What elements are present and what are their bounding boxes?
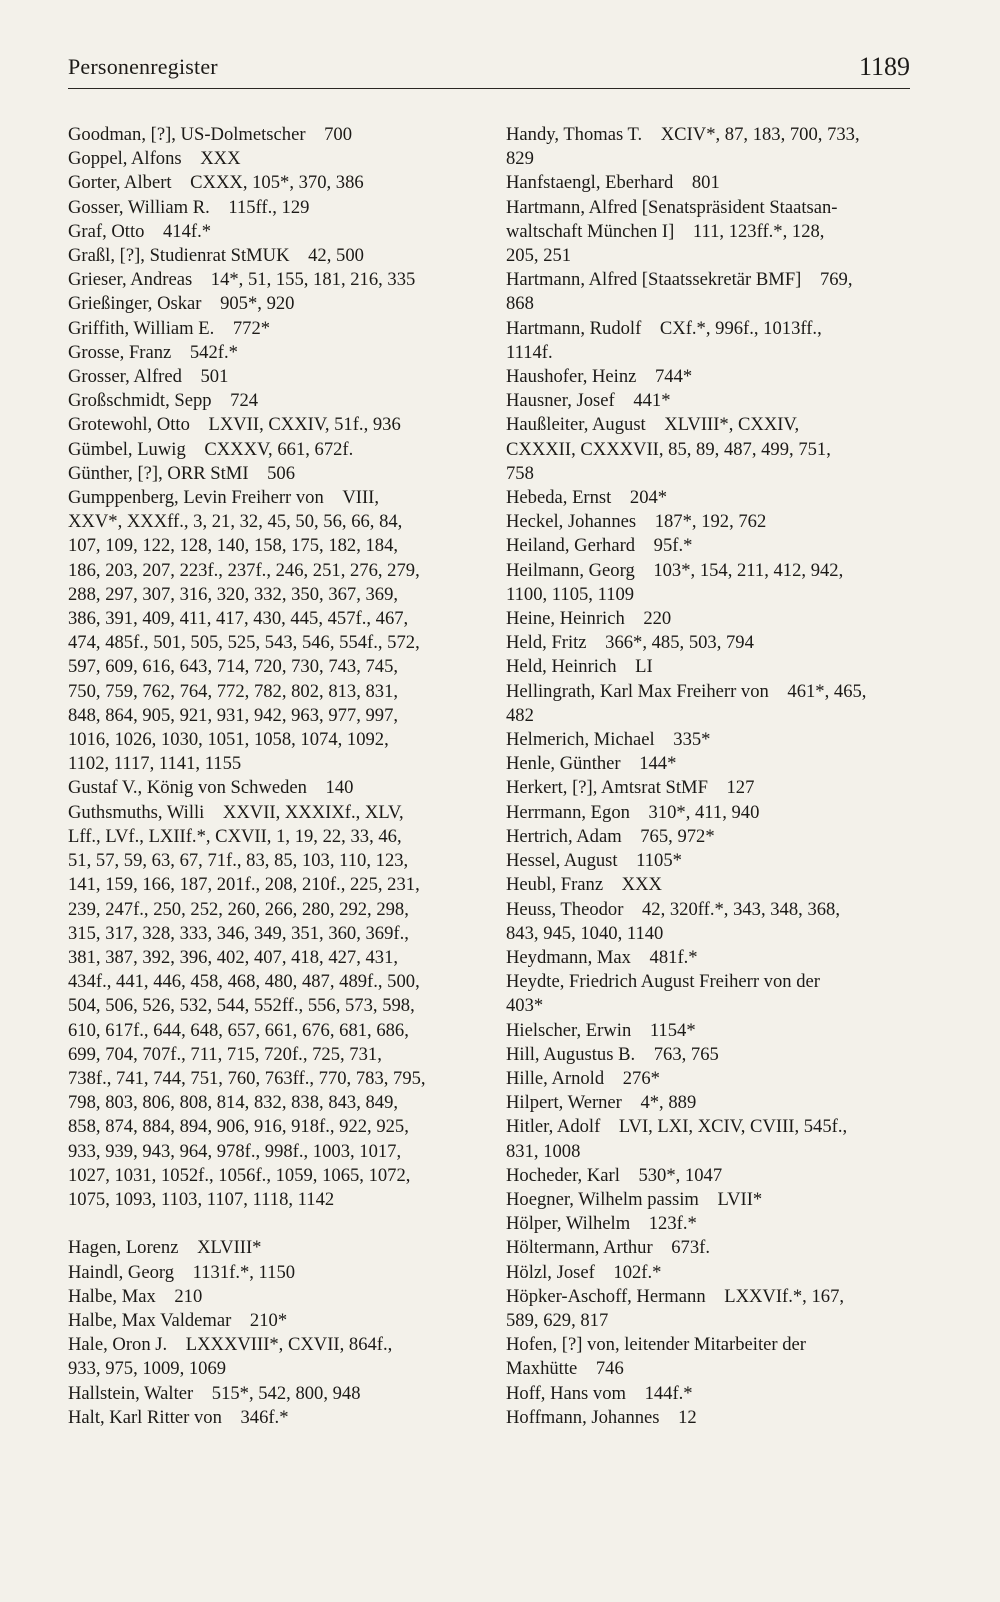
index-entry [68,171,480,195]
index-entry-line: Hille, Arnold 276* [506,1067,660,1089]
index-entry-line: Hitler, Adolf LVI, LXI, XCIV, CVIII, 545f., [506,1116,848,1138]
index-entry-line: Haindl, Georg 1131f.*, 1150 [68,1261,296,1283]
index-entry-line: Hoegner, Wilhelm passim LVII* [506,1188,763,1210]
index-entry-line: Guthsmuths, Willi XXVII, XXXIXf., XLV, [68,801,404,823]
index-entry-line: 1027, 1031, 1052f., 1056f., 1059, 1065, 1072, [68,1164,411,1186]
index-entry-line: Halt, Karl Ritter von 346f.* [68,1406,289,1428]
index-entry-line: 504, 506, 526, 532, 544, 552ff., 556, 573, 598, [68,995,415,1017]
index-entry-line: Haushofer, Heinz 744* [506,366,693,388]
index-entry [506,1406,918,1430]
index-entry-line: Heuss, Theodor 42, 320ff.*, 343, 348, 368, [506,898,840,920]
index-entry [68,147,480,171]
index-entry-line: Hellingrath, Karl Max Freiherr von 461*, 465, [506,680,867,702]
index-entry [68,1309,480,1333]
index-entry-line: 831, 1008 [506,1140,581,1162]
page-number: 1189 [858,52,910,81]
index-entry [506,631,918,655]
index-entry-line: CXXXII, CXXXVII, 85, 89, 487, 499, 751, [506,438,831,460]
index-entry-line: 589, 629, 817 [506,1309,609,1331]
index-entry-line: Grießinger, Oskar 905*, 920 [68,293,295,315]
index-entry-line: Herkert, [?], Amtsrat StMF 127 [506,777,755,799]
index-entry [68,123,480,147]
index-entry-line: Höpker-Aschoff, Hermann LXXVIf.*, 167, [506,1285,845,1307]
index-entry-line: Hebeda, Ernst 204* [506,487,668,509]
index-entry-line: 107, 109, 122, 128, 140, 158, 175, 182, 184, [68,535,399,557]
index-entry-line: 381, 387, 392, 396, 402, 407, 418, 427, 431, [68,946,399,968]
index-entry-line: Hielscher, Erwin 1154* [506,1019,696,1041]
index-entry-line: Hanfstaengl, Eberhard 801 [506,172,720,194]
index-entry-line: Hölzl, Josef 102f.* [506,1261,662,1283]
index-entry [68,1406,480,1430]
index-entry-line: Großschmidt, Sepp 724 [68,390,259,412]
index-entry-line: Hoff, Hans vom 144f.* [506,1382,693,1404]
index-entry-line: 1016, 1026, 1030, 1051, 1058, 1074, 1092, [68,729,389,751]
index-entry-line: Heilmann, Georg 103*, 154, 211, 412, 942, [506,559,844,581]
index-entry [506,123,918,171]
index-entry-line: Heine, Heinrich 220 [506,608,672,630]
index-entry-line: Maxhütte 746 [506,1358,624,1380]
index-entry-line: Höltermann, Arthur 673f. [506,1237,710,1259]
index-entry-line: Helmerich, Michael 335* [506,729,711,751]
index-entry [506,1019,918,1043]
index-entry [68,801,480,1212]
index-entry-line: 434f., 441, 446, 458, 468, 480, 487, 489f., 500, [68,971,420,993]
index-entry-line: Grieser, Andreas 14*, 51, 155, 181, 216, 335 [68,269,416,291]
index-entry [506,849,918,873]
index-entry [68,317,480,341]
index-entry [506,268,918,316]
index-entry-line: Hocheder, Karl 530*, 1047 [506,1164,723,1186]
running-head-title: Personenregister [68,54,218,79]
index-entry [68,776,480,800]
index-entry [506,171,918,195]
index-entry-line: Henle, Günther 144* [506,753,677,775]
index-entry-line: Halbe, Max Valdemar 210* [68,1309,288,1331]
index-entry-line: Grosse, Franz 542f.* [68,341,238,363]
index-entry [506,946,918,970]
index-entry-line: Hessel, August 1105* [506,850,682,872]
index-entry-line: 858, 874, 884, 894, 906, 916, 918f., 922, 925, [68,1116,409,1138]
index-entry [68,1261,480,1285]
index-entry [506,728,918,752]
index-entry [506,1164,918,1188]
index-entry-line: Haußleiter, August XLVIII*, CXXIV, [506,414,800,436]
index-entry-line: 474, 485f., 501, 505, 525, 543, 546, 554f., 572, [68,632,420,654]
index-entry-line: Heydmann, Max 481f.* [506,946,698,968]
index-entry-line: 597, 609, 616, 643, 714, 720, 730, 743, 745, [68,656,399,678]
index-entry-line: 848, 864, 905, 921, 931, 942, 963, 977, 997, [68,704,399,726]
index-entry [506,1382,918,1406]
index-entry [506,365,918,389]
index-entry-line: Held, Heinrich LI [506,656,653,678]
index-entry-line: 1114f. [506,341,553,363]
index-entry-line: Hilpert, Werner 4*, 889 [506,1092,697,1114]
index-entry-line: 315, 317, 328, 333, 346, 349, 351, 360, 369f., [68,922,409,944]
index-entry-line: Griffith, William E. 772* [68,317,271,339]
index-entry-line: 386, 391, 409, 411, 417, 430, 445, 457f., 467, [68,608,409,630]
letter-section-gap [68,1212,480,1236]
index-entry [506,970,918,1018]
index-entry [68,196,480,220]
index-entry-line: Grosser, Alfred 501 [68,366,229,388]
index-entry-line: 403* [506,995,544,1017]
index-entry-line: Hagen, Lorenz XLVIII* [68,1237,262,1259]
index-entry [68,1382,480,1406]
index-entry [506,680,918,728]
index-entry-line: Hartmann, Rudolf CXf.*, 996f., 1013ff., [506,317,822,339]
index-entry-line: Hale, Oron J. LXXXVIII*, CXVII, 864f., [68,1334,393,1356]
index-entry [68,292,480,316]
index-entry-line: Heydte, Friedrich August Freiherr von der [506,971,820,993]
index-entry-line: 829 [506,148,534,170]
index-entry [506,389,918,413]
index-entry-line: 843, 945, 1040, 1140 [506,922,664,944]
index-entry [506,1261,918,1285]
index-entry-line: Gustaf V., König von Schweden 140 [68,777,354,799]
index-entry [506,607,918,631]
index-entry [506,534,918,558]
index-entry [506,1043,918,1067]
index-entry-line: 1100, 1105, 1109 [506,583,635,605]
index-entry [506,873,918,897]
index-entry [506,801,918,825]
index-entry [506,317,918,365]
index-entry [506,752,918,776]
index-entry-line: Lff., LVf., LXIIf.*, CXVII, 1, 19, 22, 33, 46, [68,825,402,847]
index-entry-line: 798, 803, 806, 808, 814, 832, 838, 843, 849, [68,1092,399,1114]
index-entry [68,268,480,292]
index-entry-line: 288, 297, 307, 316, 320, 332, 350, 367, 369, [68,583,399,605]
index-entry-line: Hertrich, Adam 765, 972* [506,825,715,847]
index-entry-line: Grotewohl, Otto LXVII, CXXIV, 51f., 936 [68,414,401,436]
index-entry-line: Heubl, Franz XXX [506,874,662,896]
index-entry-line: Hoffmann, Johannes 12 [506,1406,697,1428]
index-entry-line: 1102, 1117, 1141, 1155 [68,753,242,775]
index-entry [506,413,918,486]
index-entry-line: Gorter, Albert CXXX, 105*, 370, 386 [68,172,364,194]
index-entry-line: 205, 251 [506,245,572,267]
index-entry-line: 610, 617f., 644, 648, 657, 661, 676, 681, 686, [68,1019,409,1041]
index-entry [506,655,918,679]
index-entry [68,1333,480,1381]
index-entry [68,1285,480,1309]
index-entry-line: 51, 57, 59, 63, 67, 71f., 83, 85, 103, 110, 123, [68,850,409,872]
index-entry [68,1236,480,1260]
running-header [68,52,910,89]
index-entry-line: Halbe, Max 210 [68,1285,203,1307]
index-entry [506,898,918,946]
index-entry-line: Graf, Otto 414f.* [68,220,212,242]
index-entry-line: Gosser, William R. 115ff., 129 [68,196,310,218]
index-entry [68,341,480,365]
index-entry-line: Graßl, [?], Studienrat StMUK 42, 500 [68,245,364,267]
index-entry [506,1091,918,1115]
index-entry [68,413,480,437]
index-entry [506,486,918,510]
index-column-right [506,123,918,1430]
index-entry-line: Hartmann, Alfred [Senatspräsident Staatsan- [506,196,838,218]
index-entry [506,1115,918,1163]
index-entry-line: Hill, Augustus B. 763, 765 [506,1043,719,1065]
index-entry [68,244,480,268]
index-entry-line: Heckel, Johannes 187*, 192, 762 [506,511,767,533]
index-entry [506,776,918,800]
index-entry [68,438,480,462]
index-entry [506,1285,918,1333]
index-entry [68,220,480,244]
index-entry-line: Handy, Thomas T. XCIV*, 87, 183, 700, 733, [506,124,860,145]
index-entry-line: waltschaft München I] 111, 123ff.*, 128, [506,220,825,242]
index-entry-line: Heiland, Gerhard 95f.* [506,535,693,557]
index-entry-line: Gumppenberg, Levin Freiherr von VIII, [68,487,380,509]
index-entry [506,1067,918,1091]
index-entry-line: 758 [506,462,534,484]
index-entry-line: Goodman, [?], US-Dolmetscher 700 [68,124,353,145]
index-entry-line: 738f., 741, 744, 751, 760, 763ff., 770, 783, 795, [68,1067,426,1089]
index-entry-line: Günther, [?], ORR StMI 506 [68,462,296,484]
index-entry-line: 141, 159, 166, 187, 201f., 208, 210f., 225, 231, [68,874,420,896]
index-entry-line: 699, 704, 707f., 711, 715, 720f., 725, 731, [68,1043,382,1065]
index-column-left [68,123,480,1430]
index-entry-line: 1075, 1093, 1103, 1107, 1118, 1142 [68,1188,335,1210]
index-entry [506,825,918,849]
index-entry [506,559,918,607]
index-entry-line: Hofen, [?] von, leitender Mitarbeiter der [506,1334,806,1356]
index-entry-line: Herrmann, Egon 310*, 411, 940 [506,801,760,823]
index-entry [506,1188,918,1212]
index-entry-line: 868 [506,293,534,315]
index-entry-line: 750, 759, 762, 764, 772, 782, 802, 813, 831, [68,680,399,702]
index-entry [68,365,480,389]
index-entry-line: 239, 247f., 250, 252, 260, 266, 280, 292, 298, [68,898,409,920]
index-entry-line: 482 [506,704,534,726]
index-entry-line: Hallstein, Walter 515*, 542, 800, 948 [68,1382,361,1404]
index-entry [506,1236,918,1260]
index-entry-line: Hölper, Wilhelm 123f.* [506,1213,697,1235]
index-entry-line: Goppel, Alfons XXX [68,148,241,170]
index-entry [506,510,918,534]
index-entry [506,1212,918,1236]
index-entry-line: 186, 203, 207, 223f., 237f., 246, 251, 276, 279, [68,559,420,581]
index-entry-line: 933, 939, 943, 964, 978f., 998f., 1003, 1017, [68,1140,402,1162]
index-entry-line: XXV*, XXXff., 3, 21, 32, 45, 50, 56, 66, 84, [68,511,403,533]
index-entry-line: Gümbel, Luwig CXXXV, 661, 672f. [68,438,354,460]
index-entry [506,1333,918,1381]
index-entry [68,462,480,486]
index-entry-line: Hausner, Josef 441* [506,390,671,412]
index-entry [68,486,480,776]
index-entry-line: Held, Fritz 366*, 485, 503, 794 [506,632,754,654]
index-entry [506,196,918,269]
index-entry-line: Hartmann, Alfred [Staatssekretär BMF] 769, [506,269,853,291]
index-entry-line: 933, 975, 1009, 1069 [68,1358,227,1380]
index-entry [68,389,480,413]
